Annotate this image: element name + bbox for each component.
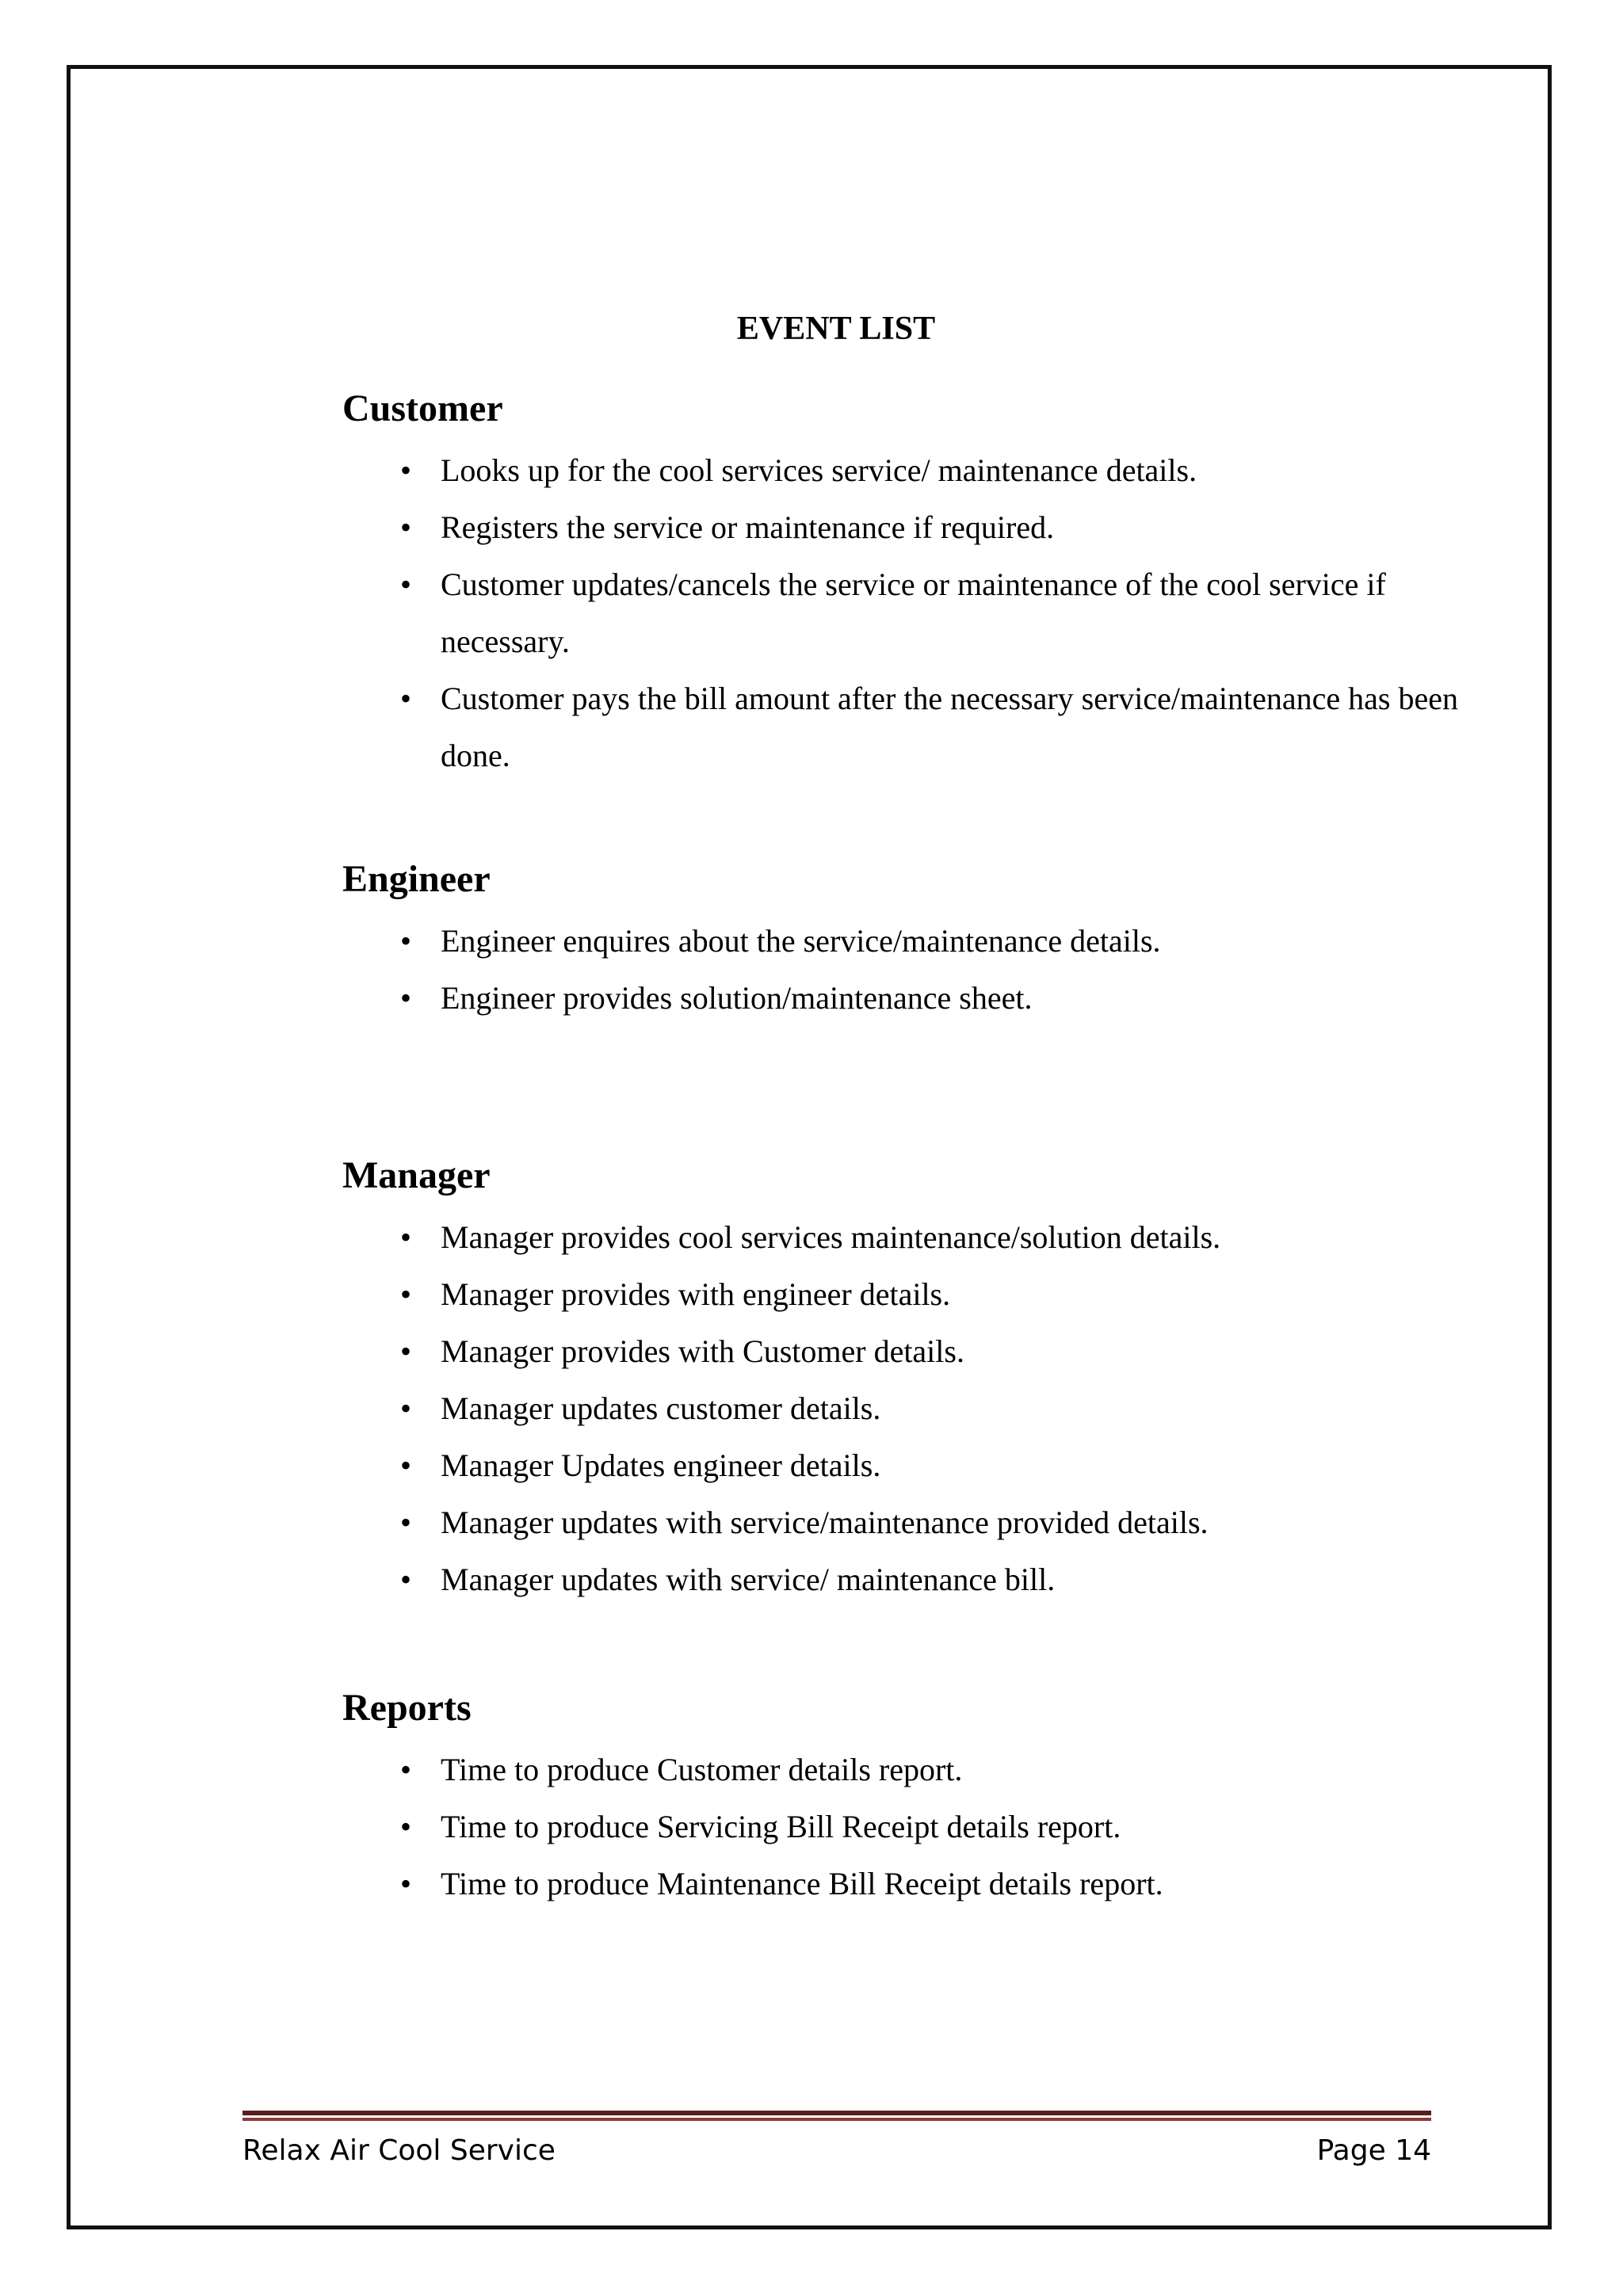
list-item-text: Registers the service or maintenance if required.	[441, 509, 1055, 545]
bullet-icon: •	[399, 681, 411, 716]
bullet-icon: •	[399, 509, 411, 545]
bullet-icon: •	[399, 1333, 411, 1369]
bullet-icon: •	[399, 1276, 411, 1312]
list-item	[342, 1798, 1507, 1855]
bullet-list	[342, 442, 1507, 784]
section-heading: Customer	[342, 387, 503, 429]
list-item-text: Time to produce Maintenance Bill Receipt details report.	[441, 1866, 1163, 1901]
bullet-icon: •	[399, 1866, 411, 1901]
list-item	[342, 499, 1507, 556]
list-item	[342, 556, 1507, 670]
list-item-text: Manager provides with Customer details.	[441, 1333, 964, 1369]
list-item-text: Manager Updates engineer details.	[441, 1447, 881, 1483]
bullet-icon: •	[399, 1505, 411, 1540]
list-item	[342, 970, 1507, 1027]
bullet-icon: •	[399, 923, 411, 959]
list-item	[342, 913, 1507, 970]
list-item	[342, 1380, 1507, 1437]
bullet-icon: •	[399, 1447, 411, 1483]
page-footer	[242, 2111, 1431, 2168]
bullet-icon: •	[399, 566, 411, 602]
list-item	[342, 670, 1507, 784]
section-heading: Reports	[342, 1687, 472, 1729]
footer-rule	[242, 2118, 1431, 2121]
bullet-icon: •	[399, 1752, 411, 1787]
footer-document-name: Relax Air Cool Service	[242, 2134, 556, 2167]
list-item	[342, 1437, 1507, 1494]
list-item-text: Time to produce Servicing Bill Receipt details report.	[441, 1809, 1121, 1844]
bullet-list	[342, 1209, 1507, 1608]
section-reports	[342, 1686, 1507, 1913]
section-heading: Engineer	[342, 858, 491, 900]
list-item	[342, 1323, 1507, 1380]
bullet-list	[342, 913, 1507, 1027]
list-item-text: Engineer enquires about the service/maintenance details.	[441, 923, 1161, 959]
list-item	[342, 442, 1507, 499]
list-item	[342, 1551, 1507, 1608]
bullet-icon: •	[399, 1562, 411, 1597]
section-customer	[342, 387, 1507, 784]
list-item	[342, 1209, 1507, 1266]
list-item-text: Engineer provides solution/maintenance sheet.	[441, 980, 1033, 1016]
document-title: EVENT LIST	[736, 311, 936, 347]
list-item	[342, 1741, 1507, 1798]
list-item-text: Time to produce Customer details report.	[441, 1752, 963, 1787]
section-manager	[342, 1154, 1507, 1608]
bullet-icon: •	[399, 452, 411, 488]
list-item-text: Manager updates customer details.	[441, 1390, 881, 1426]
bullet-icon: •	[399, 980, 411, 1016]
list-item-text: Manager updates with service/maintenance provided details.	[441, 1505, 1209, 1540]
list-item-text: Manager updates with service/ maintenance bill.	[441, 1562, 1056, 1597]
list-item-text: Customer pays the bill amount after the necessary service/maintenance has been done.	[441, 681, 1458, 773]
bullet-icon: •	[399, 1809, 411, 1844]
list-item-text: Manager provides cool services maintenance/solution details.	[441, 1219, 1221, 1255]
footer-row	[242, 2134, 1431, 2168]
section-heading: Manager	[342, 1154, 491, 1196]
list-item	[342, 1855, 1507, 1913]
list-item-text: Customer updates/cancels the service or maintenance of the cool service if necessary.	[441, 566, 1386, 659]
bullet-icon: •	[399, 1390, 411, 1426]
list-item-text: Looks up for the cool services service/ maintenance details.	[441, 452, 1197, 488]
footer-rule	[242, 2111, 1431, 2115]
section-engineer	[342, 857, 1507, 1027]
footer-page-number: Page 14	[1316, 2134, 1431, 2167]
list-item	[342, 1266, 1507, 1323]
list-item	[342, 1494, 1507, 1551]
bullet-icon: •	[399, 1219, 411, 1255]
list-item-text: Manager provides with engineer details.	[441, 1276, 951, 1312]
bullet-list	[342, 1741, 1507, 1913]
